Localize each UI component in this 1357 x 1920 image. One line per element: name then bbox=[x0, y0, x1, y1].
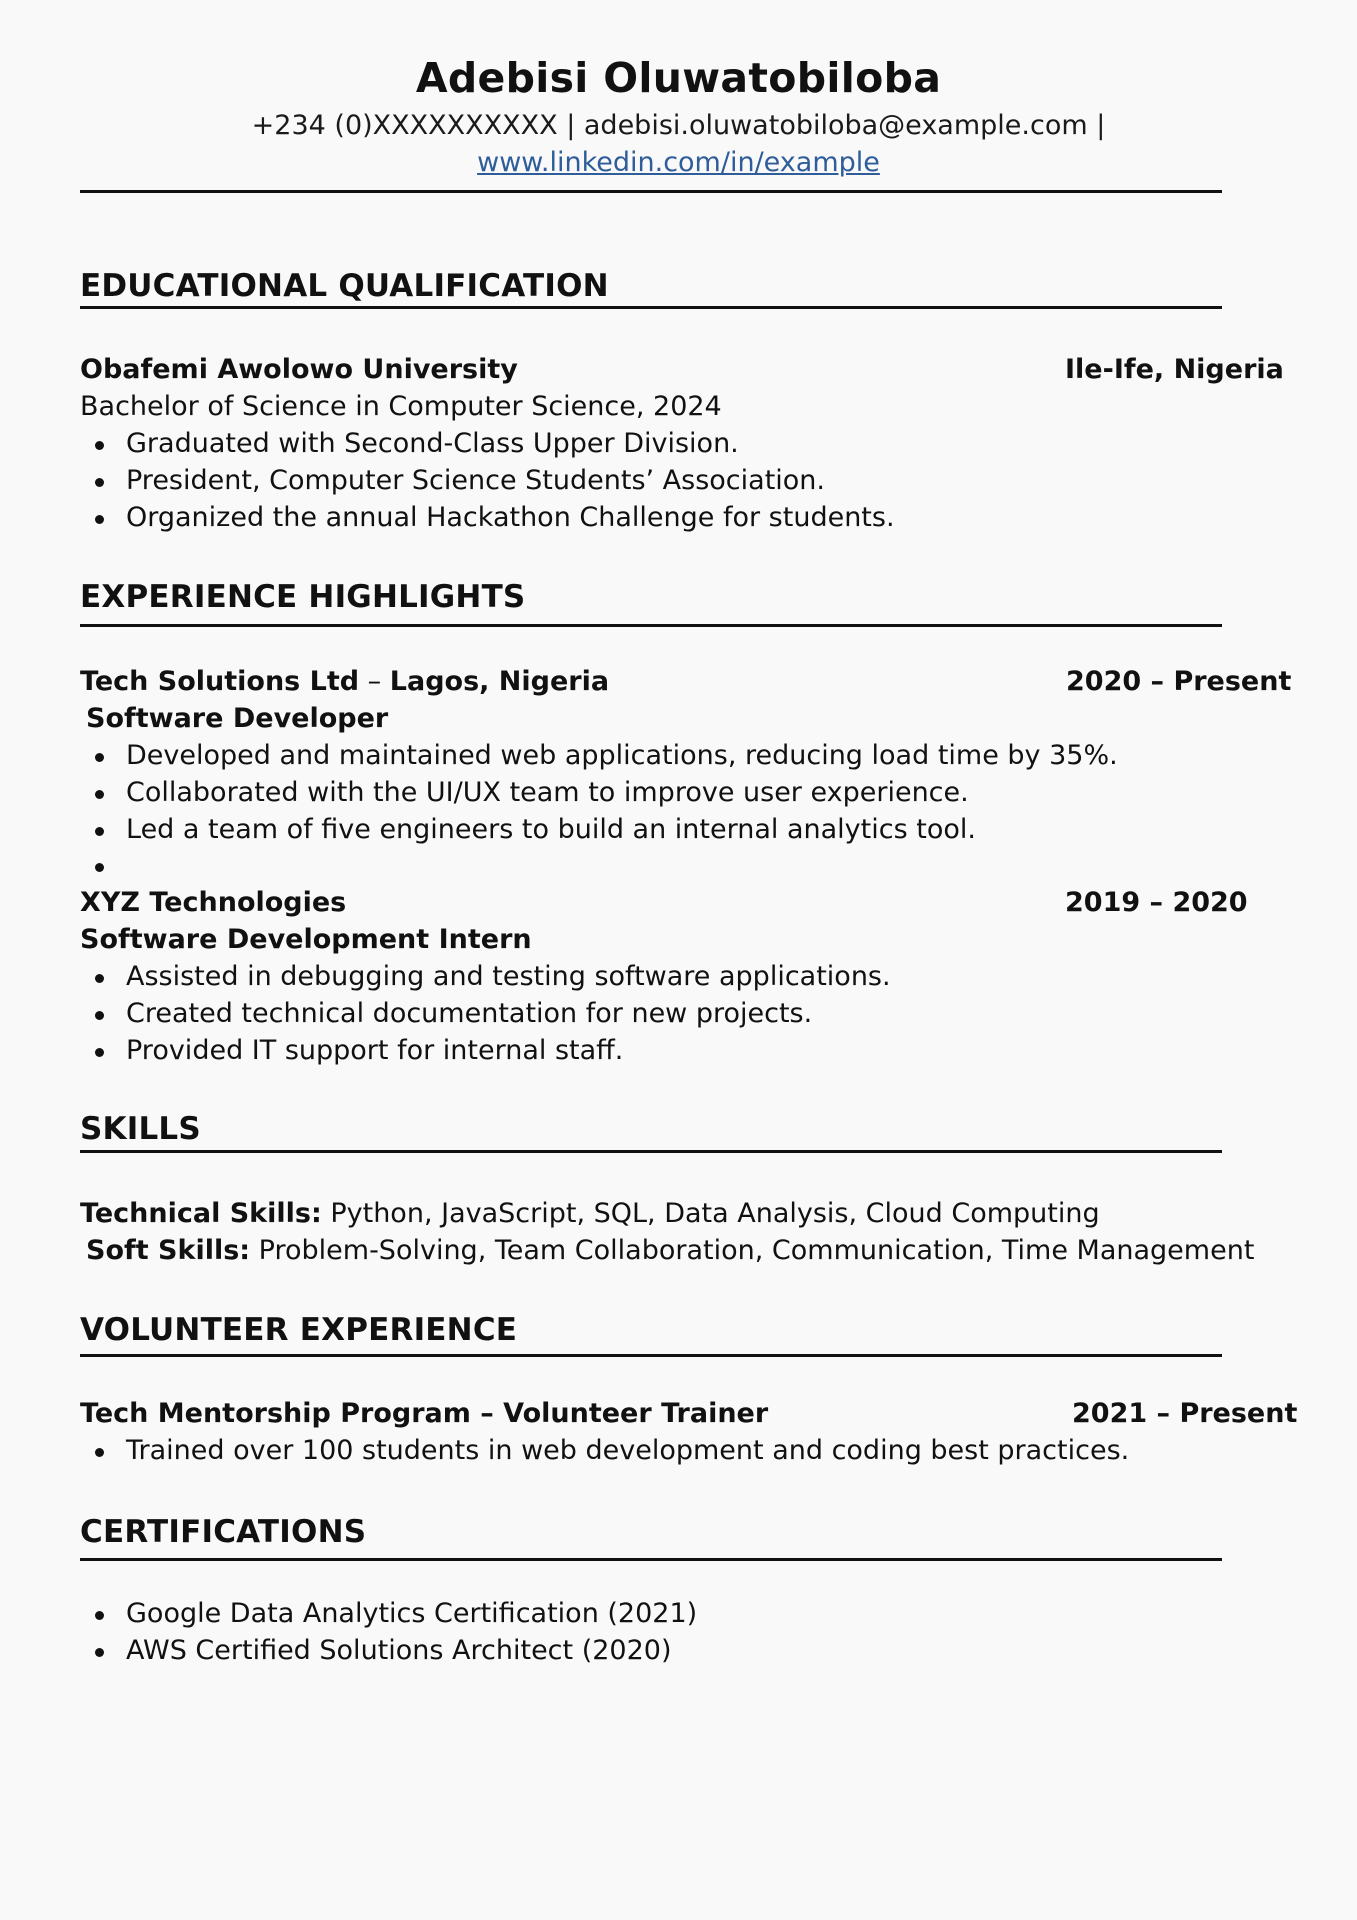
list-item: President, Computer Science Students’ Association. bbox=[126, 465, 825, 496]
bullet-icon bbox=[95, 863, 104, 872]
experience-divider bbox=[80, 624, 1222, 627]
bullet-icon bbox=[95, 1611, 104, 1620]
job-role: Software Developer bbox=[86, 703, 389, 734]
list-item: Google Data Analytics Certification (2021) bbox=[126, 1598, 698, 1629]
job-company: XYZ Technologies bbox=[80, 887, 347, 918]
job-company: Tech Solutions Ltd bbox=[80, 666, 360, 697]
list-item: Collaborated with the UI/UX team to improve user experience. bbox=[126, 777, 969, 808]
education-heading: EDUCATIONAL QUALIFICATION bbox=[80, 268, 609, 304]
list-item: Assisted in debugging and testing software applications. bbox=[126, 961, 891, 992]
skills-divider bbox=[80, 1150, 1222, 1153]
header-divider bbox=[80, 190, 1222, 193]
soft-skills-value: Problem-Solving, Team Collaboration, Communication, Time Management bbox=[250, 1235, 1255, 1266]
technical-skills bbox=[80, 1198, 1100, 1229]
soft-skills bbox=[86, 1235, 1254, 1266]
contact-line: +234 (0)XXXXXXXXXX | adebisi.oluwatobiloba@example.com | bbox=[251, 110, 1106, 141]
bullet-icon bbox=[95, 441, 104, 450]
degree: Bachelor of Science in Computer Science, 2024 bbox=[80, 391, 722, 422]
candidate-name: Adebisi Oluwatobiloba bbox=[415, 54, 942, 102]
certifications-heading: CERTIFICATIONS bbox=[80, 1514, 367, 1550]
list-item: Provided IT support for internal staff. bbox=[126, 1035, 624, 1066]
bullet-icon bbox=[95, 753, 104, 762]
bullet-icon bbox=[95, 827, 104, 836]
list-item: Developed and maintained web applications, reducing load time by 35%. bbox=[126, 740, 1118, 771]
school-location: Ile-Ife, Nigeria bbox=[1065, 354, 1284, 385]
list-item: Created technical documentation for new projects. bbox=[126, 998, 813, 1029]
bullet-icon bbox=[95, 1648, 104, 1657]
bullet-icon bbox=[95, 515, 104, 524]
volunteer-dates: 2021 – Present bbox=[1072, 1398, 1298, 1429]
linkedin-link[interactable]: www.linkedin.com/in/example bbox=[477, 147, 880, 178]
volunteer-title: Tech Mentorship Program – Volunteer Trainer bbox=[80, 1398, 769, 1429]
bullet-icon bbox=[95, 974, 104, 983]
bullet-icon bbox=[95, 1011, 104, 1020]
technical-skills-label: Technical Skills: bbox=[80, 1198, 322, 1229]
list-item: Trained over 100 students in web development and coding best practices. bbox=[126, 1435, 1130, 1466]
technical-skills-value: Python, JavaScript, SQL, Data Analysis, Cloud Computing bbox=[321, 1198, 1100, 1229]
volunteer-divider bbox=[80, 1354, 1222, 1357]
job-separator: – bbox=[359, 666, 390, 697]
volunteer-heading: VOLUNTEER EXPERIENCE bbox=[80, 1312, 518, 1348]
bullet-icon bbox=[95, 478, 104, 487]
list-item: Graduated with Second-Class Upper Division. bbox=[126, 428, 739, 459]
job-company-line bbox=[80, 666, 609, 697]
skills-heading: SKILLS bbox=[80, 1111, 201, 1147]
job-dates: 2019 – 2020 bbox=[1065, 887, 1248, 918]
job-location: Lagos, Nigeria bbox=[389, 666, 610, 697]
school-name: Obafemi Awolowo University bbox=[80, 354, 518, 385]
job-dates: 2020 – Present bbox=[1066, 666, 1292, 697]
list-item: Organized the annual Hackathon Challenge for students. bbox=[126, 502, 895, 533]
bullet-icon bbox=[95, 790, 104, 799]
certifications-divider bbox=[80, 1558, 1222, 1561]
bullet-icon bbox=[95, 1448, 104, 1457]
list-item: AWS Certified Solutions Architect (2020) bbox=[126, 1635, 672, 1666]
job-role: Software Development Intern bbox=[80, 924, 532, 955]
experience-heading: EXPERIENCE HIGHLIGHTS bbox=[80, 579, 526, 615]
soft-skills-label: Soft Skills: bbox=[86, 1235, 251, 1266]
bullet-icon bbox=[95, 1048, 104, 1057]
education-divider bbox=[80, 306, 1222, 309]
list-item: Led a team of five engineers to build an internal analytics tool. bbox=[126, 814, 976, 845]
